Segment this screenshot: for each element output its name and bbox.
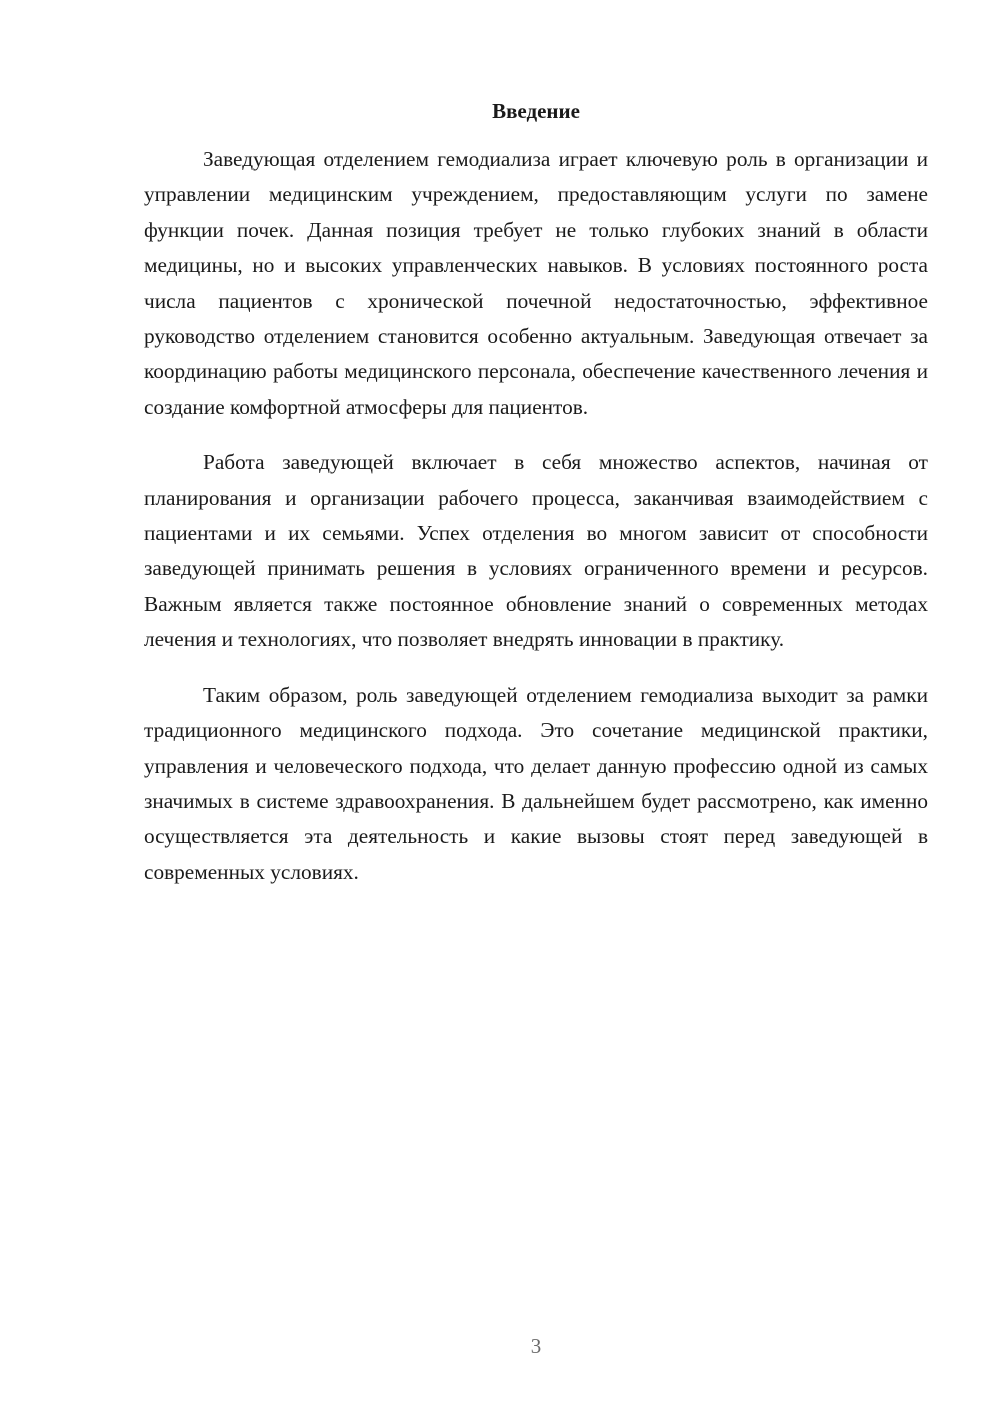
paragraph-2: Работа заведующей включает в себя множество аспектов, начиная от планирования и организации рабочего процесса, заканчивая взаимодействием с пациентами и их семьями. Успех отделения во многом зависит от способности заведующей принимать решения в условиях ограниченного времени и ресурсов. Важным является также постоянное обновление знаний о современных методах лечения и технологиях, что позволяет внедрять инновации в практику.: [144, 450, 928, 652]
paragraph-3: Таким образом, роль заведующей отделением гемодиализа выходит за рамки традиционного медицинского подхода. Это сочетание медицинской практики, управления и человеческого подхода, что делает данную профессию одной из самых значимых в системе здравоохранения. В дальнейшем будет рассмотрено, как именно осуществляется эта деятельность и какие вызовы стоят перед заведующей в современных условиях.: [144, 682, 928, 884]
paragraph-1: Заведующая отделением гемодиализа играет ключевую роль в организации и управлении медицинским учреждением, предоставляющим услуги по замене функции почек. Данная позиция требует не только глубоких знаний в области медицины, но и высоких управленческих навыков. В условиях постоянного роста числа пациентов с хронической почечной недостаточностью, эффективное руководство отделением становится особенно актуальным. Заведующая отвечает за координацию работы медицинского персонала, обеспечение качественного лечения и создание комфортной атмосферы для пациентов.: [144, 147, 928, 419]
section-title: Введение: [492, 99, 580, 123]
page-number: 3: [530, 1334, 542, 1358]
body-text: [144, 142, 928, 910]
